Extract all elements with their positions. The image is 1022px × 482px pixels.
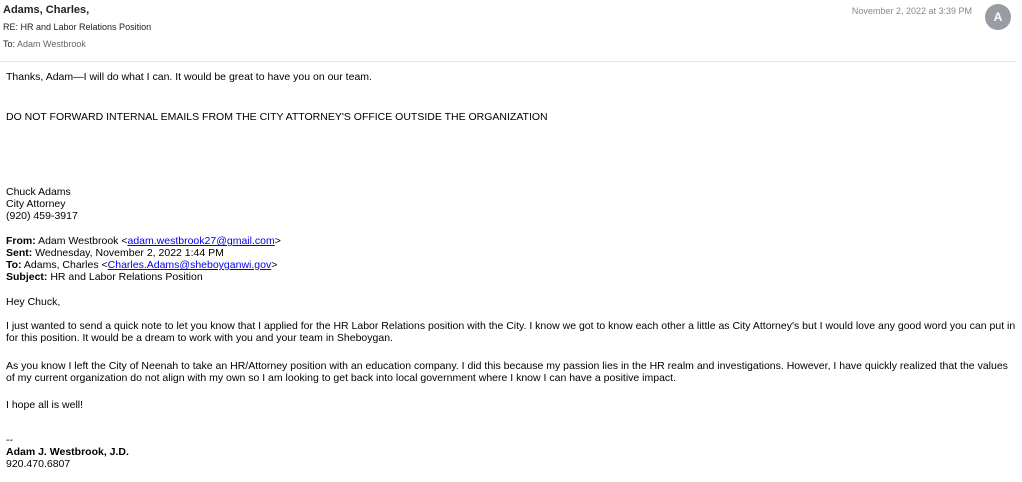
sender-name[interactable]: Adams, Charles, <box>3 4 90 16</box>
signature-separator: -- <box>6 434 13 446</box>
from-name: Adam Westbrook < <box>38 235 128 247</box>
quoted-subject-line <box>6 272 203 284</box>
sender-avatar[interactable]: A <box>985 4 1011 30</box>
from-label: From: <box>6 235 36 247</box>
sent-label: Sent: <box>6 247 33 259</box>
paragraph-3: I hope all is well! <box>6 399 84 411</box>
greeting: Hey Chuck, <box>6 296 61 308</box>
to-email-link[interactable]: Charles.Adams@sheboyganwi.gov <box>107 259 272 271</box>
quoted-to-label: To: <box>6 259 22 271</box>
quoted-subject-label: Subject: <box>6 271 48 283</box>
from-close: > <box>274 235 281 247</box>
to-close: > <box>271 259 278 271</box>
paragraph-2: As you know I left the City of Neenah to take an HR/Attorney position with an education company. I did this because my passion lies in the HR realm and investigations. However, I have quickly realized that the values of my current organization do not align with my own so I am looking to get back into local government where I know I can have a positive impact. <box>6 360 1008 384</box>
signature-name: Chuck Adams <box>6 186 71 198</box>
reply-text: Thanks, Adam—I will do what I can. It would be great to have you on our team. <box>6 71 372 83</box>
recipient-name[interactable]: Adam Westbrook <box>17 39 86 49</box>
quoted-subject-value: HR and Labor Relations Position <box>50 271 203 283</box>
sent-value: Wednesday, November 2, 2022 1:44 PM <box>35 247 224 259</box>
quoted-signature-name: Adam J. Westbrook, J.D. <box>6 446 129 458</box>
quoted-to-name: Adams, Charles < <box>23 259 108 271</box>
signature-phone: (920) 459-3917 <box>6 210 78 222</box>
message-header <box>0 0 1016 62</box>
paragraph-1: I just wanted to send a quick note to let you know that I applied for the HR Labor Relations position with the City. I know we got to know each other a little as City Attorney's but I would love any good word you can put in for this position. It would be a dream to work with you and your team in Sheboygan. <box>6 320 1016 344</box>
quoted-signature-phone: 920.470.6807 <box>6 458 71 470</box>
confidentiality-notice: DO NOT FORWARD INTERNAL EMAILS FROM THE CITY ATTORNEY'S OFFICE OUTSIDE THE ORGANIZATION <box>6 111 548 123</box>
message-subject: RE: HR and Labor Relations Position <box>3 22 152 32</box>
signature-title: City Attorney <box>6 198 66 210</box>
to-label: To: <box>3 39 16 49</box>
from-email-link[interactable]: adam.westbrook27@gmail.com <box>127 235 275 247</box>
message-date: November 2, 2022 at 3:39 PM <box>851 6 972 16</box>
recipient-line <box>3 39 86 49</box>
